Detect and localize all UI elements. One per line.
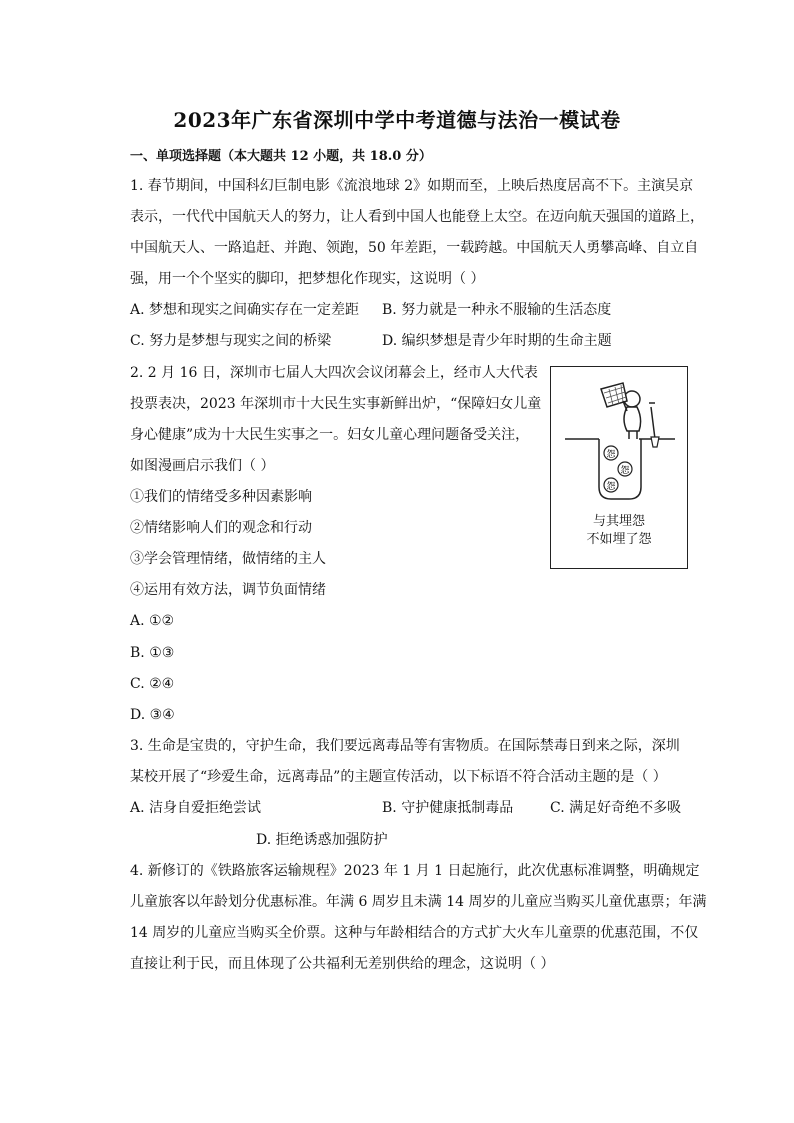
cartoon-bubble-text: 怨 bbox=[606, 482, 616, 492]
q2-text-line: 2. 2 月 16 日，深圳市七届人大四次会议闭幕会上，经市人大代表 bbox=[130, 365, 538, 381]
exam-title: 2023年广东省深圳中学中考道德与法治一模试卷 bbox=[173, 108, 621, 132]
q3-text-line: 某校开展了“珍爱生命，远离毒品”的主题宣传活动，以下标语不符合活动主题的是（ ） bbox=[130, 769, 667, 785]
q1-text-line: 1. 春节期间，中国科幻巨制电影《流浪地球 2》如期而至，上映后热度居高不下。主演吴京 bbox=[130, 178, 694, 194]
cartoon-caption-line: 与其埋怨 bbox=[592, 514, 645, 529]
q4-text-line: 4. 新修订的《铁路旅客运输规程》2023 年 1 月 1 日起施行，此次优惠标准调整，明确规定 bbox=[130, 863, 700, 879]
q2-option-d[interactable]: D. ③④ bbox=[130, 707, 175, 723]
q3-text-line: 3. 生命是宝贵的，守护生命，我们要远离毒品等有害物质。在国际禁毒日到来之际，深圳 bbox=[130, 738, 680, 754]
q3-option-b[interactable]: B. 守护健康抵制毒品 bbox=[382, 800, 514, 816]
q2-text-line: 投票表决，2023 年深圳市十大民生实事新鲜出炉，“保障妇女儿童 bbox=[130, 396, 542, 412]
q2-text-line: 身心健康”成为十大民生实事之一。妇女儿童心理问题备受关注， bbox=[130, 427, 530, 443]
cartoon-figure bbox=[550, 366, 688, 569]
q4-text-line: 直接让利于民，而且体现了公共福利无差别供给的理念，这说明（ ） bbox=[130, 956, 555, 972]
q2-item: ①我们的情绪受多种因素影响 bbox=[130, 489, 312, 505]
q3-option-a[interactable]: A. 洁身自爱拒绝尝试 bbox=[130, 800, 262, 816]
q2-item: ③学会管理情绪，做情绪的主人 bbox=[130, 551, 326, 567]
q1-option-a[interactable]: A. 梦想和现实之间确实存在一定差距 bbox=[130, 302, 360, 318]
q2-option-a[interactable]: A. ①② bbox=[130, 613, 175, 629]
cartoon-bubble-text: 怨 bbox=[606, 450, 616, 460]
section-heading: 一、单项选择题（本大题共 12 小题，共 18.0 分） bbox=[130, 149, 432, 164]
q2-option-c[interactable]: C. ②④ bbox=[130, 676, 175, 692]
q3-option-d[interactable]: D. 拒绝诱惑加强防护 bbox=[256, 832, 388, 848]
q1-option-d[interactable]: D. 编织梦想是青少年时期的生命主题 bbox=[382, 333, 612, 349]
q1-text-line: 中国航天人、一路追赶、并跑、领跑，50 年差距，一载跨越。中国航天人勇攀高峰、自立自 bbox=[130, 240, 699, 256]
q2-text-line: 如图漫画启示我们（ ） bbox=[130, 458, 275, 474]
q3-option-c[interactable]: C. 满足好奇绝不多吸 bbox=[550, 800, 682, 816]
q2-item: ④运用有效方法，调节负面情绪 bbox=[130, 582, 326, 598]
q1-text-line: 表示，一代代中国航天人的努力，让人看到中国人也能登上太空。在迈向航天强国的道路上， bbox=[130, 209, 704, 225]
cartoon-caption-line: 不如埋了怨 bbox=[586, 532, 652, 547]
q4-text-line: 儿童旅客以年龄划分优惠标准。年满 6 周岁且未满 14 周岁的儿童应当购买儿童优惠票；年满 bbox=[130, 894, 707, 910]
q4-text-line: 14 周岁的儿童应当购买全价票。这种与年龄相结合的方式扩大火车儿童票的优惠范围，不仅 bbox=[130, 925, 699, 941]
cartoon-bubble-text: 怨 bbox=[620, 466, 630, 476]
q1-option-b[interactable]: B. 努力就是一种永不服输的生活态度 bbox=[382, 302, 612, 318]
q1-option-c[interactable]: C. 努力是梦想与现实之间的桥梁 bbox=[130, 333, 332, 349]
q2-item: ②情绪影响人们的观念和行动 bbox=[130, 520, 312, 536]
q2-option-b[interactable]: B. ①③ bbox=[130, 645, 175, 661]
q1-text-line: 强，用一个个坚实的脚印，把梦想化作现实，这说明（ ） bbox=[130, 271, 485, 287]
